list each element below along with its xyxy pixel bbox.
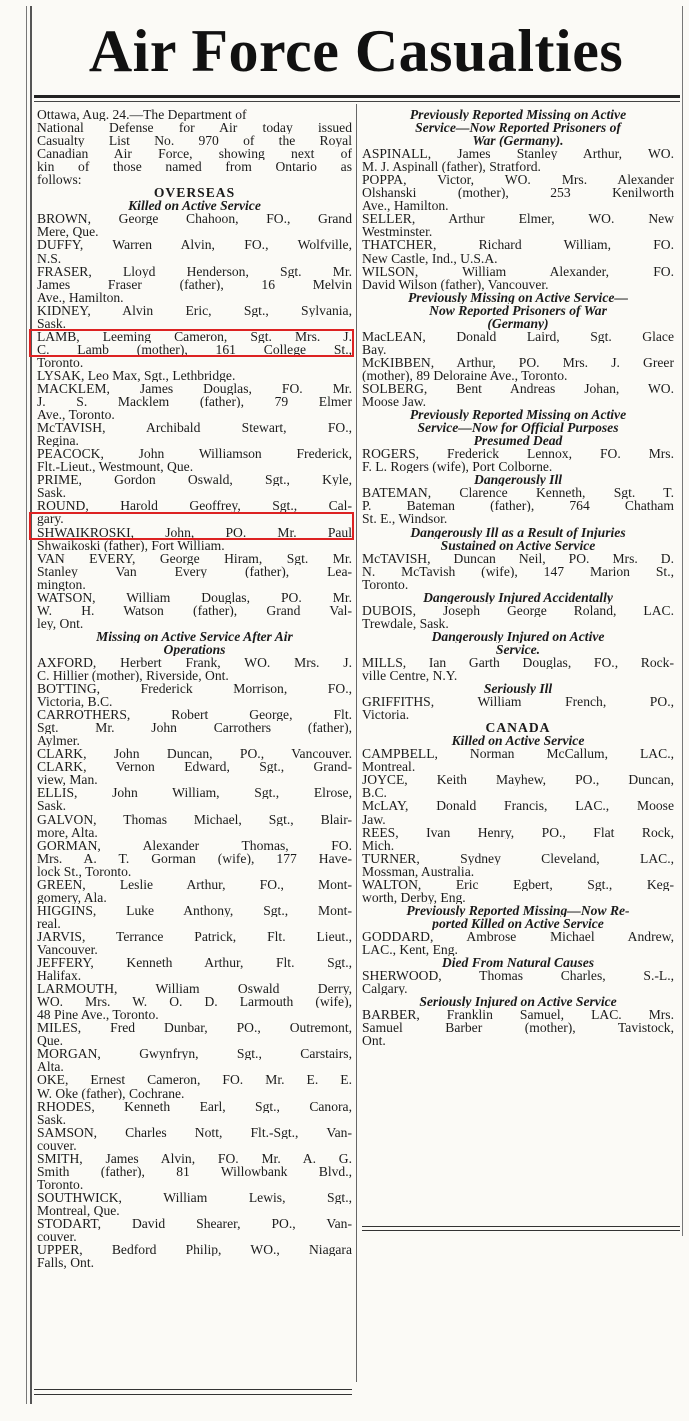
text-line: Canadian Air Force, showing next of bbox=[37, 147, 352, 161]
end-rule bbox=[34, 1389, 352, 1390]
text-line: Westminster. bbox=[362, 225, 433, 239]
text-line: McTAVISH, Duncan Neil, PO. Mrs. D. bbox=[362, 551, 674, 565]
text-line: SOUTHWICK, William Lewis, Sgt., bbox=[37, 1190, 352, 1204]
section-heading: Dangerously Ill as a Result of Injuries bbox=[410, 525, 626, 539]
section-heading: Service—Now Reported Prisoners of bbox=[415, 121, 621, 135]
text-line: N. McTavish (wife), 147 Marion St., bbox=[362, 564, 674, 578]
text-line: Toronto. bbox=[362, 577, 409, 591]
text-line: McLAY, Donald Francis, LAC., Moose bbox=[362, 799, 674, 813]
section-heading: Dangerously Injured on Active bbox=[431, 629, 605, 643]
text-line: DUBOIS, Joseph George Roland, LAC. bbox=[362, 603, 674, 617]
text-line: CLARK, Vernon Edward, Sgt., Grand- bbox=[37, 760, 352, 774]
text-line: GREEN, Leslie Arthur, FO., Mont- bbox=[37, 877, 352, 891]
text-line: mington. bbox=[37, 577, 86, 591]
text-line: WALTON, Eric Egbert, Sgt., Keg- bbox=[362, 877, 674, 891]
end-rule bbox=[362, 1230, 680, 1231]
text-line: PRIME, Gordon Oswald, Sgt., Kyle, bbox=[37, 473, 352, 487]
text-line: Sask. bbox=[37, 1112, 67, 1126]
text-line: HIGGINS, Luke Anthony, Sgt., Mont- bbox=[37, 903, 352, 917]
text-line: Aylmer. bbox=[37, 734, 80, 748]
section-heading: Killed on Active Service bbox=[128, 199, 261, 213]
section-heading: Dangerously Injured Accidentally bbox=[423, 590, 613, 604]
text-line: N.S. bbox=[37, 251, 62, 265]
text-line: LARMOUTH, William Oswald Derry, bbox=[37, 982, 352, 996]
text-line: GODDARD, Ambrose Michael Andrew, bbox=[362, 929, 674, 943]
text-line: Ave., Hamilton. bbox=[362, 199, 449, 213]
text-line: Mich. bbox=[362, 838, 395, 852]
column-divider bbox=[356, 104, 357, 1382]
text-line: FRASER, Lloyd Henderson, Sgt. Mr. bbox=[37, 264, 352, 278]
section-heading: Missing on Active Service After Air bbox=[96, 629, 293, 643]
text-line: St. E., Windsor. bbox=[362, 512, 448, 526]
text-line: GRIFFITHS, William French, PO., bbox=[362, 695, 674, 709]
text-line: Smith (father), 81 Willowbank Blvd., bbox=[37, 1164, 352, 1178]
text-line: LYSAK, Leo Max, Sgt., Lethbridge. bbox=[37, 368, 236, 382]
highlight-box-kidney bbox=[29, 329, 354, 357]
text-line: F. L. Rogers (wife), Port Colborne. bbox=[362, 460, 553, 474]
text-line: Ont. bbox=[362, 1034, 386, 1048]
text-line: LAMB, Leeming Cameron, Sgt. Mrs. J. bbox=[37, 329, 352, 343]
headline: Air Force Casualties bbox=[88, 18, 624, 84]
text-line: Shwaikoski (father), Fort William. bbox=[37, 538, 225, 552]
text-line: P. Bateman (father), 764 Chatham bbox=[362, 499, 674, 513]
text-line: Toronto. bbox=[37, 355, 84, 369]
text-line: Montreal. bbox=[362, 760, 416, 774]
text-line: Sask. bbox=[37, 799, 67, 813]
text-line: ELLIS, John William, Sgt., Elrose, bbox=[37, 786, 352, 800]
text-line: gomery, Ala. bbox=[37, 890, 107, 904]
text-line: Mrs. A. T. Gorman (wife), 177 Have- bbox=[37, 851, 352, 865]
text-line: McKIBBEN, Arthur, PO. Mrs. J. Greer bbox=[362, 355, 674, 369]
text-line: Regina. bbox=[37, 434, 79, 448]
section-heading: Now Reported Prisoners of War bbox=[429, 303, 607, 317]
text-line: WILSON, William Alexander, FO. bbox=[362, 264, 674, 278]
text-line: REES, Ivan Henry, PO., Flat Rock, bbox=[362, 825, 674, 839]
text-line: Mossman, Australia. bbox=[362, 864, 475, 878]
section-heading: (Germany) bbox=[487, 316, 549, 330]
section-heading: Previously Missing on Active Service— bbox=[408, 290, 628, 304]
column-edge-rule bbox=[26, 6, 27, 1404]
text-line: CARROTHERS, Robert George, Flt. bbox=[37, 708, 352, 722]
text-line: Sask. bbox=[37, 486, 67, 500]
section-heading: OVERSEAS bbox=[153, 186, 236, 200]
text-line: OKE, Ernest Cameron, FO. Mr. E. E. bbox=[37, 1073, 352, 1087]
text-line: BROWN, George Chahoon, FO., Grand bbox=[37, 212, 352, 226]
text-line: STODART, David Shearer, PO., Van- bbox=[37, 1216, 352, 1231]
text-line: JOYCE, Keith Mayhew, PO., Duncan, bbox=[362, 773, 674, 787]
text-line: Ave., Toronto. bbox=[37, 408, 115, 422]
text-line: couver. bbox=[37, 1138, 77, 1152]
text-line: 48 Pine Ave., Toronto. bbox=[37, 1008, 159, 1022]
text-line: AXFORD, Herbert Frank, WO. Mrs. J. bbox=[37, 655, 352, 670]
text-line: Moose Jaw. bbox=[362, 395, 427, 409]
text-line: DUFFY, Warren Alvin, FO., Wolfville, bbox=[37, 238, 352, 252]
end-rule bbox=[34, 1394, 352, 1395]
section-heading: Sustained on Active Service bbox=[440, 538, 596, 552]
text-line: Stanley Van Every (father), Lea- bbox=[37, 564, 352, 578]
text-line: ROGERS, Frederick Lennox, FO. Mrs. bbox=[362, 447, 674, 461]
text-line: real. bbox=[37, 916, 61, 930]
end-rule bbox=[362, 1226, 680, 1227]
section-heading: Died From Natural Causes bbox=[441, 956, 595, 970]
column-edge-rule bbox=[30, 6, 32, 1404]
section-heading: ported Killed on Active Service bbox=[432, 916, 604, 930]
text-line: Bay. bbox=[362, 342, 387, 356]
right-column bbox=[362, 108, 674, 1047]
text-line: TURNER, Sydney Cleveland, LAC., bbox=[362, 851, 674, 865]
text-line: Olshanski (mother), 253 Kenilworth bbox=[362, 186, 674, 200]
text-line: Victoria, B.C. bbox=[37, 695, 113, 709]
text-line: view, Man. bbox=[37, 773, 98, 787]
text-line: JEFFERY, Kenneth Arthur, Flt. Sgt., bbox=[37, 956, 352, 970]
text-line: B.C. bbox=[362, 786, 387, 800]
text-line: WO. Mrs. W. O. D. Larmouth (wife), bbox=[37, 995, 352, 1009]
text-line: GORMAN, Alexander Thomas, FO. bbox=[37, 838, 352, 852]
text-line: GALVON, Thomas Michael, Sgt., Blair- bbox=[37, 812, 352, 826]
text-line: Calgary. bbox=[362, 982, 408, 996]
text-line: kin of those named from Ontario as bbox=[37, 160, 352, 174]
text-line: ROUND, Harold Geoffrey, Sgt., Cal- bbox=[37, 499, 352, 513]
text-line: SOLBERG, Bent Andreas Johan, WO. bbox=[362, 381, 674, 396]
text-line: BARBER, Franklin Samuel, LAC. Mrs. bbox=[362, 1008, 674, 1022]
text-line: ville Centre, N.Y. bbox=[362, 669, 458, 683]
dateline: Ottawa, Aug. 24.—The Department of bbox=[37, 108, 247, 122]
text-line: Trewdale, Sask. bbox=[362, 616, 449, 630]
text-line: JARVIS, Terrance Patrick, Flt. Lieut., bbox=[37, 929, 352, 943]
text-line: Montreal, Que. bbox=[37, 1203, 120, 1217]
text-line: UPPER, Bedford Philip, WO., Niagara bbox=[37, 1243, 352, 1257]
text-line: Samuel Barber (mother), Tavistock, bbox=[362, 1021, 674, 1035]
text-line: VAN EVERY, George Hiram, Sgt. Mr. bbox=[37, 551, 352, 565]
section-heading: Previously Reported Missing on Active bbox=[409, 108, 627, 122]
text-line: MILES, Fred Dunbar, PO., Outremont, bbox=[37, 1021, 352, 1035]
text-line: worth, Derby, Eng. bbox=[362, 890, 466, 904]
text-line: SHWAIKROSKI, John, PO. Mr. Paul bbox=[37, 525, 352, 539]
section-heading: War (Germany). bbox=[472, 134, 564, 148]
text-line: Casualty List No. 970 of the Royal bbox=[37, 134, 352, 148]
text-line: SELLER, Arthur Elmer, WO. New bbox=[362, 212, 674, 226]
text-line: Ave., Hamilton. bbox=[37, 290, 124, 304]
highlight-box-prime bbox=[29, 512, 354, 540]
text-line: SMITH, James Alvin, FO. Mr. A. G. bbox=[37, 1151, 352, 1165]
text-line: PEACOCK, John Williamson Frederick, bbox=[37, 447, 352, 461]
text-line: Sgt. Mr. John Carrothers (father), bbox=[37, 721, 352, 735]
text-line: Toronto. bbox=[37, 1177, 84, 1191]
text-line: Que. bbox=[37, 1034, 64, 1048]
text-line: SHERWOOD, Thomas Charles, S.-L., bbox=[362, 969, 674, 983]
text-line: KIDNEY, Alvin Eric, Sgt., Sylvania, bbox=[37, 303, 352, 317]
text-line: David Wilson (father), Vancouver. bbox=[362, 277, 549, 291]
text-line: National Defense for Air today issued bbox=[37, 121, 352, 135]
text-line: couver. bbox=[37, 1230, 77, 1244]
text-line: more, Alta. bbox=[37, 825, 98, 839]
column-edge-rule bbox=[682, 6, 683, 1236]
text-line: W. H. Watson (father), Grand Val- bbox=[37, 603, 352, 617]
section-heading: Operations bbox=[163, 642, 226, 656]
text-line: SAMSON, Charles Nott, Flt.-Sgt., Van- bbox=[37, 1125, 352, 1139]
text-line: McTAVISH, Archibald Stewart, FO., bbox=[37, 421, 352, 435]
headline-rule bbox=[34, 101, 680, 102]
text-line: follows: bbox=[37, 173, 82, 187]
text-line: Alta. bbox=[37, 1060, 64, 1074]
text-line: ley, Ont. bbox=[37, 616, 84, 630]
text-line: gary. bbox=[37, 512, 64, 526]
text-line: lock St., Toronto. bbox=[37, 864, 132, 878]
section-heading: Service. bbox=[495, 642, 541, 656]
text-line: WATSON, William Douglas, PO. Mr. bbox=[37, 590, 352, 604]
section-heading: CANADA bbox=[485, 721, 551, 735]
text-line: RHODES, Kenneth Earl, Sgt., Canora, bbox=[37, 1099, 352, 1113]
section-heading: Service—Now for Official Purposes bbox=[417, 421, 619, 435]
text-line: CAMPBELL, Norman McCallum, LAC., bbox=[362, 747, 674, 761]
text-line: Vancouver. bbox=[37, 943, 98, 957]
text-line: Flt.-Lieut., Westmount, Que. bbox=[37, 460, 194, 474]
text-line: W. Oke (father), Cochrane. bbox=[37, 1086, 185, 1100]
text-line: MORGAN, Gwynfryn, Sgt., Carstairs, bbox=[37, 1047, 352, 1061]
text-line: (mother), 89 Deloraine Ave., Toronto. bbox=[362, 368, 568, 382]
section-heading: Dangerously Ill bbox=[474, 473, 562, 487]
text-line: C. Hillier (mother), Riverside, Ont. bbox=[37, 669, 229, 683]
text-line: ASPINALL, James Stanley Arthur, WO. bbox=[362, 147, 674, 161]
section-heading: Previously Reported Missing on Active bbox=[409, 408, 627, 422]
text-line: Sask. bbox=[37, 316, 67, 330]
text-line: BATEMAN, Clarence Kenneth, Sgt. T. bbox=[362, 486, 674, 500]
text-line: C. Lamb (mother), 161 College St., bbox=[37, 342, 352, 356]
text-line: LAC., Kent, Eng. bbox=[362, 943, 458, 957]
text-line: Falls, Ont. bbox=[37, 1256, 95, 1270]
section-heading: Previously Reported Missing—Now Re- bbox=[406, 903, 630, 917]
headline-rule bbox=[34, 95, 680, 98]
left-column bbox=[37, 108, 352, 1269]
text-line: BOTTING, Frederick Morrison, FO., bbox=[37, 682, 352, 696]
text-line: POPPA, Victor, WO. Mrs. Alexander bbox=[362, 173, 674, 187]
text-line: MILLS, Ian Garth Douglas, FO., Rock- bbox=[362, 655, 674, 670]
section-heading: Seriously Ill bbox=[483, 682, 553, 696]
text-line: J. S. Macklem (father), 79 Elmer bbox=[37, 395, 352, 409]
text-line: MacLEAN, Donald Laird, Sgt. Glace bbox=[362, 329, 674, 343]
section-heading: Seriously Injured on Active Service bbox=[419, 995, 617, 1009]
text-line: M. J. Aspinall (father), Stratford. bbox=[362, 160, 541, 174]
section-heading: Presumed Dead bbox=[473, 434, 563, 448]
text-line: Halifax. bbox=[37, 969, 82, 983]
text-line: New Castle, Ind., U.S.A. bbox=[362, 251, 498, 265]
text-line: CLARK, John Duncan, PO., Vancouver. bbox=[37, 747, 352, 761]
text-line: Jaw. bbox=[362, 812, 386, 826]
text-line: MACKLEM, James Douglas, FO. Mr. bbox=[37, 381, 352, 396]
text-line: Mere, Que. bbox=[37, 225, 99, 239]
section-heading: Killed on Active Service bbox=[451, 734, 585, 748]
text-line: THATCHER, Richard William, FO. bbox=[362, 238, 674, 252]
text-line: Victoria. bbox=[362, 708, 410, 722]
text-line: James Fraser (father), 16 Melvin bbox=[37, 277, 352, 291]
